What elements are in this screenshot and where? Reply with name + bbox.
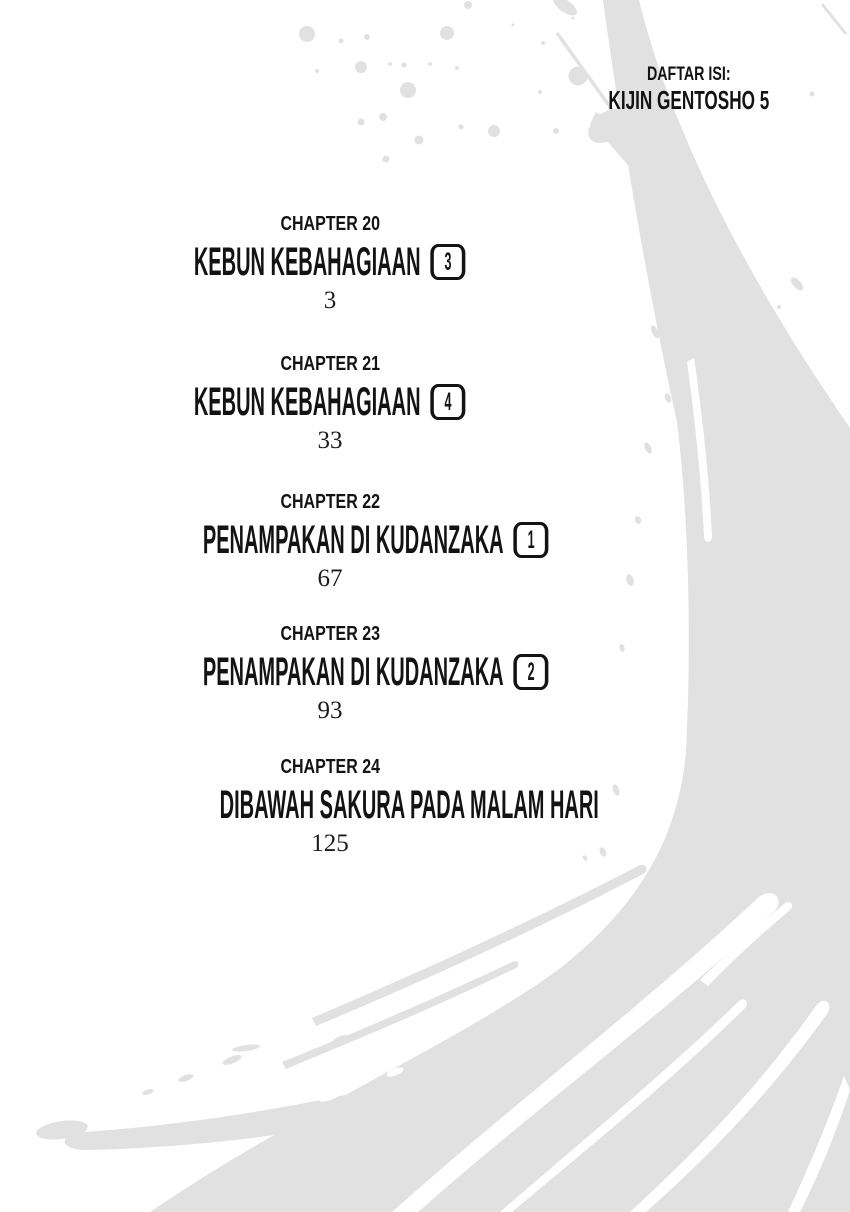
chapter-page-number: 67 (317, 565, 343, 592)
chapter-number-box: 2 (514, 654, 549, 690)
chapter-entry-23 (30, 624, 630, 724)
chapter-title (30, 520, 630, 560)
chapter-title (30, 652, 630, 692)
chapter-page-number: 93 (317, 697, 343, 724)
chapter-number-box: 1 (514, 522, 549, 558)
chapter-title-text: KEBUN KEBAHAGIAAN (194, 380, 421, 424)
chapter-label: CHAPTER 22 (280, 491, 380, 513)
chapter-entry-20 (30, 214, 630, 314)
chapter-page-number: 125 (311, 830, 349, 857)
chapter-number-box: 3 (431, 244, 466, 280)
chapter-title-text: PENAMPAKAN DI KUDANZAKA (202, 518, 504, 562)
chapter-entry-22 (30, 492, 630, 592)
chapter-title (30, 242, 630, 282)
page-title-kicker (539, 64, 839, 86)
chapter-title (30, 785, 630, 825)
chapter-page-number: 33 (317, 427, 343, 454)
chapter-title-text: PENAMPAKAN DI KUDANZAKA (202, 650, 504, 694)
chapter-label: CHAPTER 23 (280, 623, 380, 645)
chapter-title-text: DIBAWAH SAKURA PADA MALAM HARI (219, 783, 599, 827)
page-title-volume (539, 86, 839, 114)
chapter-title-text: KEBUN KEBAHAGIAAN (194, 240, 421, 284)
chapter-label: CHAPTER 24 (280, 756, 380, 778)
page-title (539, 64, 839, 114)
page-title-volume-text: KIJIN GENTOSHO 5 (608, 85, 770, 115)
chapter-label: CHAPTER 20 (280, 213, 380, 235)
chapter-label: CHAPTER 21 (280, 353, 380, 375)
ink-splatter-dots (299, 1, 575, 163)
chapter-entry-24 (30, 757, 630, 857)
chapter-page-number: 3 (323, 287, 337, 314)
chapter-number-box: 4 (431, 384, 466, 420)
brush-swath (35, 0, 850, 1212)
page-title-kicker-text: DAFTAR ISI: (647, 64, 731, 85)
chapter-title (30, 382, 630, 422)
chapter-entry-21 (30, 354, 630, 454)
